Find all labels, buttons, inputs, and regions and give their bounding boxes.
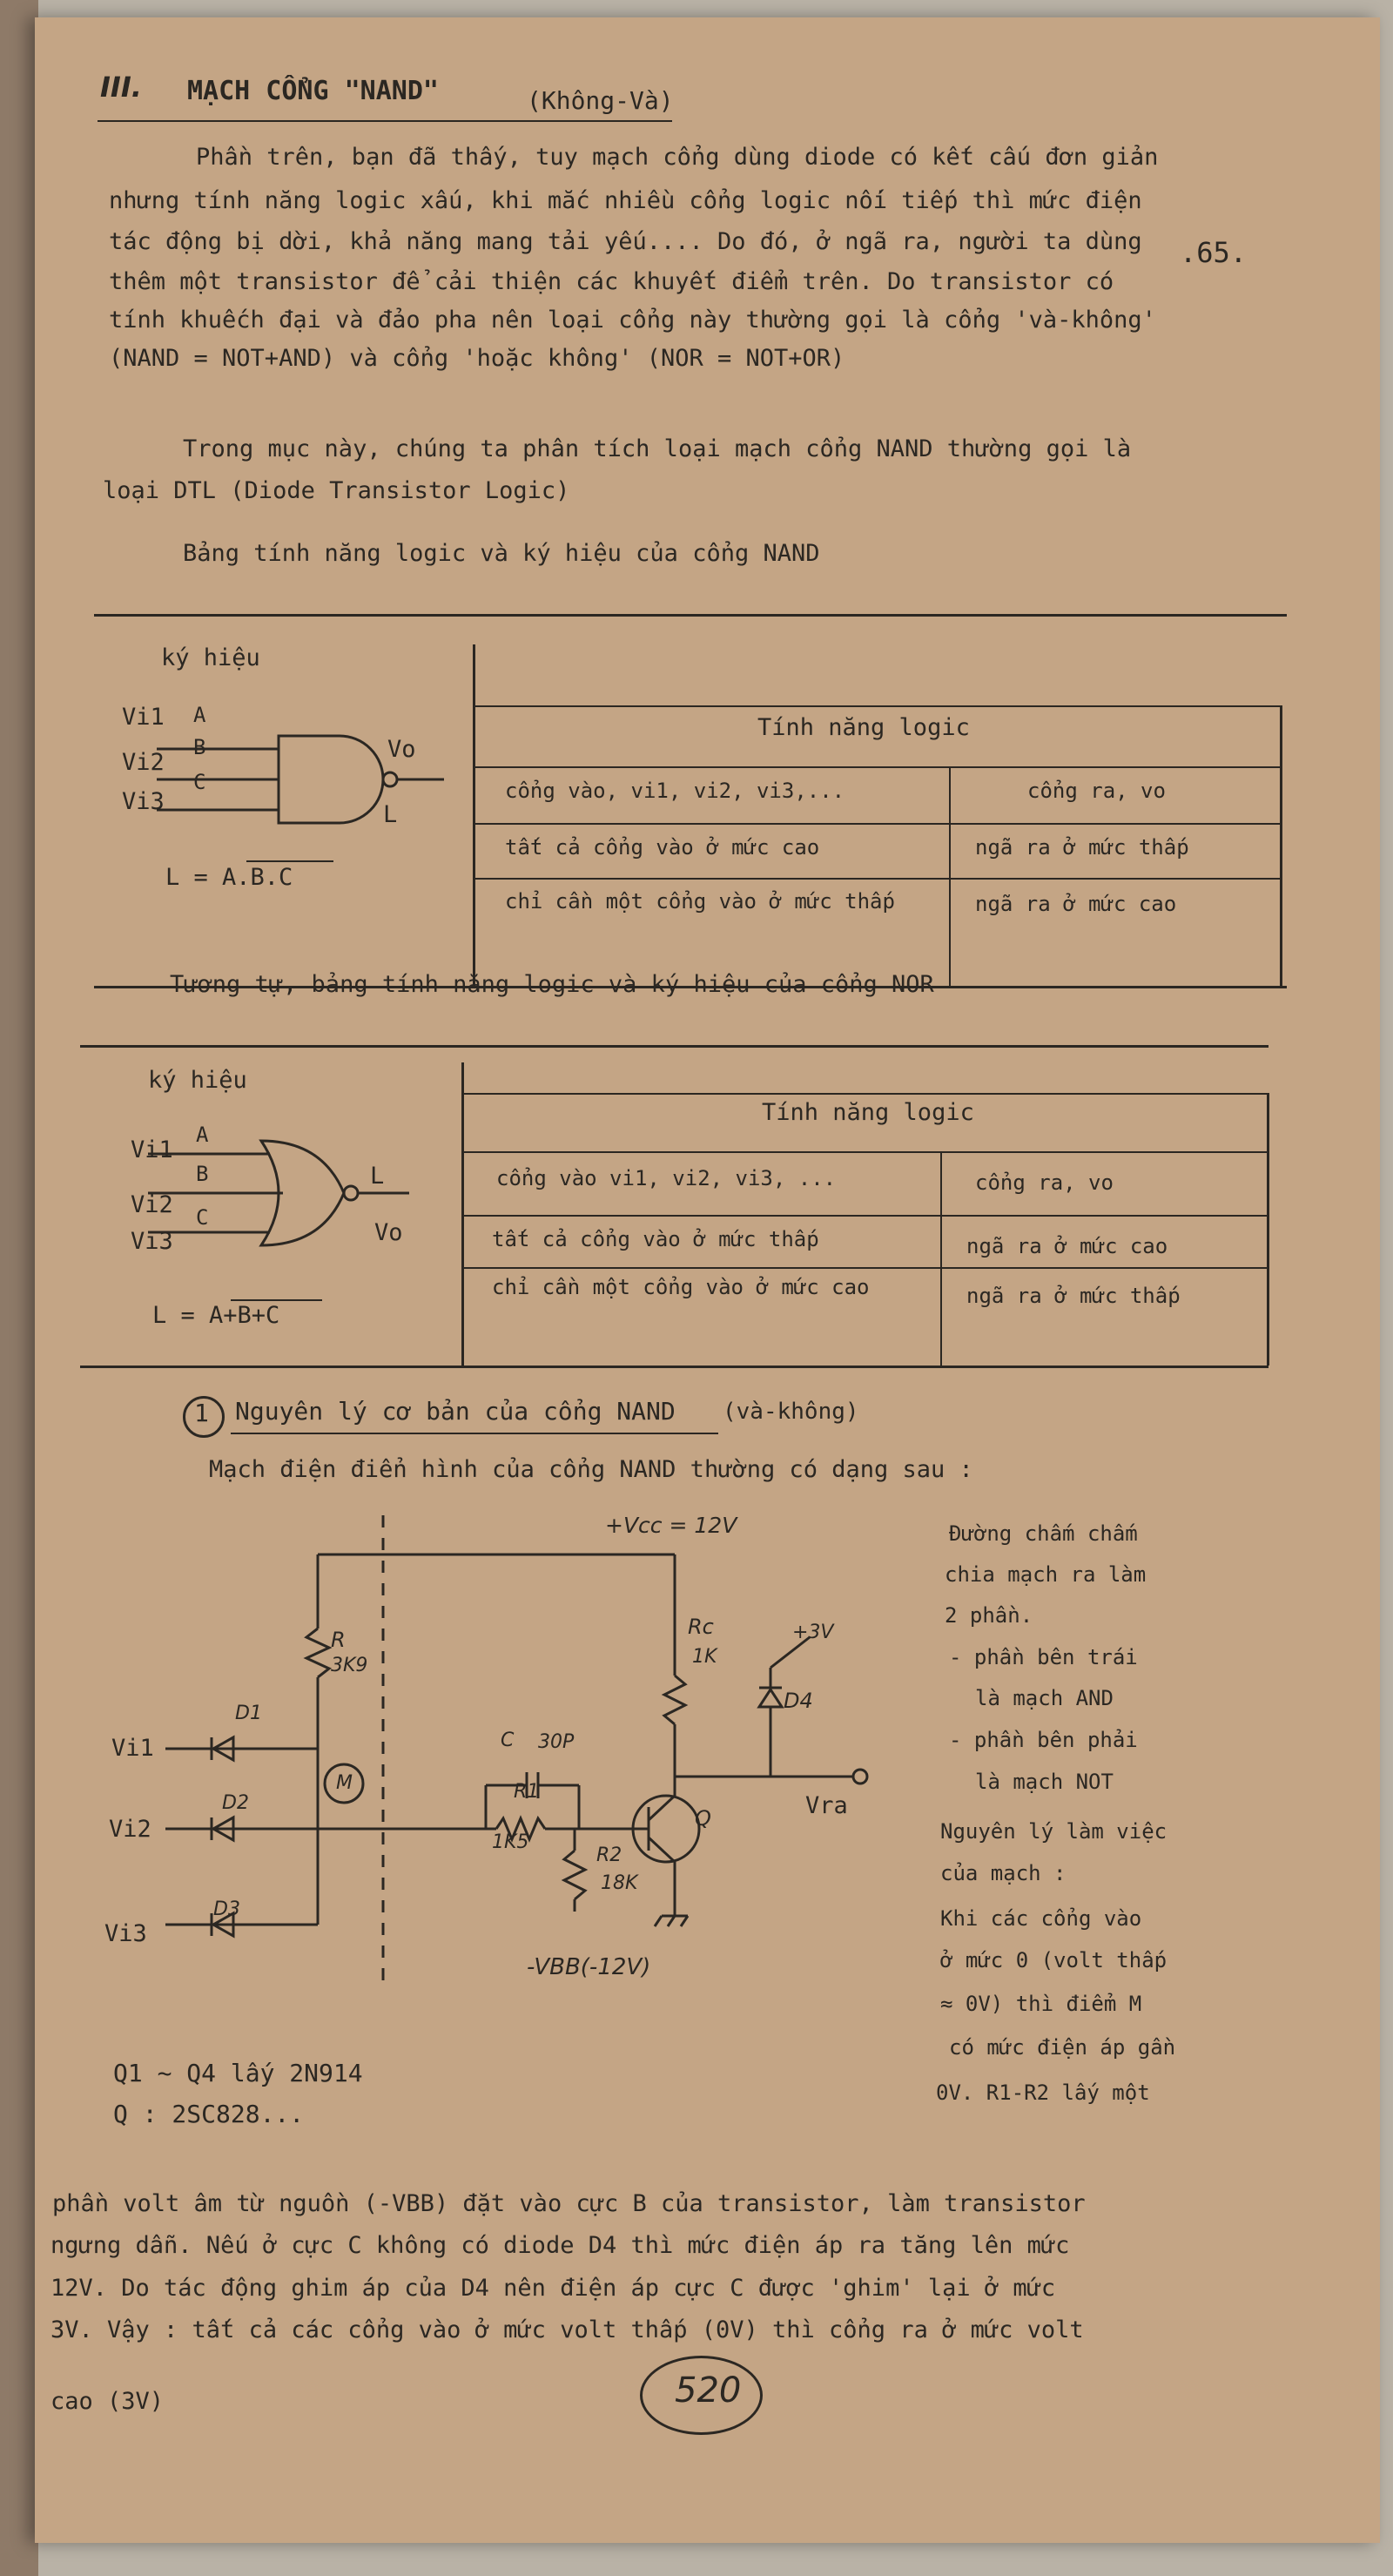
subsection-title: Nguyên lý cơ bản của cổng NAND	[235, 1397, 676, 1426]
table-cell: tất cả cổng vào ở mức cao	[505, 835, 820, 860]
table-cell: tất cả cổng vào ở mức thấp	[492, 1227, 819, 1251]
table-divider	[940, 1151, 942, 1366]
side-note: là mạch AND	[975, 1686, 1114, 1710]
bottom-line: cao (3V)	[50, 2388, 165, 2415]
table-divider	[949, 766, 951, 986]
side-note: có mức điện áp gần	[949, 2035, 1176, 2060]
bottom-line: ngưng dẫn. Nếu ở cực C không có diode D4 thì mức điện áp ra tăng lên mức	[50, 2232, 1070, 2259]
logic-header: Tính năng logic	[757, 714, 970, 741]
vra-label: Vra	[805, 1792, 848, 1819]
section-number: 1	[194, 1399, 209, 1427]
table-border	[473, 766, 1282, 768]
pin-label: A	[196, 1123, 209, 1147]
page-number: .65.	[1180, 236, 1248, 269]
section-number: III.	[100, 71, 142, 104]
c-label: C	[501, 1730, 515, 1751]
input-label: Vi2	[122, 749, 165, 776]
table-border	[461, 1093, 1267, 1095]
intro-line: (NAND = NOT+AND) và cổng 'hoặc không' (NOR = NOT+OR)	[109, 345, 845, 372]
pin-label: B	[196, 1162, 209, 1186]
d2-label: D2	[222, 1792, 249, 1814]
m-label: M	[336, 1772, 353, 1794]
column-header-output: cổng ra, vo	[1027, 779, 1166, 803]
vbb-label: -VBB(-12V)	[527, 1954, 651, 1980]
input-label: Vi2	[131, 1191, 173, 1218]
r1-value: 1K5	[492, 1831, 529, 1853]
side-note: Nguyên lý làm việc	[940, 1819, 1168, 1844]
symbol-header: ký hiệu	[161, 644, 260, 671]
column-header-inputs: cổng vào, vi1, vi2, vi3,...	[505, 779, 845, 803]
table-cell: ngã ra ở mức cao	[966, 1234, 1168, 1258]
side-note: Khi các cổng vào	[940, 1906, 1142, 1931]
intro-line: thêm một transistor để cải thiện các khuyết điểm trên. Do transistor có	[109, 268, 1114, 295]
r-value: 3K9	[331, 1655, 368, 1676]
r-label: R	[331, 1628, 346, 1652]
bottom-line: 12V. Do tác động ghim áp của D4 nên điện áp cực C được 'ghim' lại ở mức	[50, 2275, 1056, 2302]
input-label: Vi1	[122, 704, 165, 731]
side-note: ở mức 0 (volt thấp	[940, 1948, 1168, 1972]
side-note: 0V. R1-R2 lấy một	[936, 2080, 1150, 2105]
formula-overbar	[246, 860, 333, 862]
nand-table-caption: Bảng tính năng logic và ký hiệu của cổng NAND	[183, 540, 820, 567]
table-cell: ngã ra ở mức thấp	[975, 835, 1189, 860]
table-border	[461, 1215, 1267, 1217]
pin-label: A	[193, 703, 206, 727]
table-border	[461, 1151, 1267, 1153]
table-cell: chỉ cần một cổng vào ở mức cao	[492, 1275, 870, 1299]
rc-label: Rc	[688, 1615, 714, 1639]
r1-label: R1	[514, 1781, 540, 1803]
nor-formula: L = A+B+C	[152, 1302, 280, 1329]
input-label: Vi3	[131, 1228, 173, 1255]
symbol-header: ký hiệu	[148, 1067, 247, 1094]
section-title-sub: (Không-Và)	[527, 86, 674, 115]
table-border	[1280, 705, 1282, 988]
pin-label: B	[193, 735, 206, 759]
table-border	[1267, 1093, 1269, 1366]
nand-formula: L = A.B.C	[165, 864, 293, 891]
formula-overbar	[231, 1299, 322, 1301]
handwritten-page-number: 520	[675, 2370, 742, 2411]
column-header-output: cổng ra, vo	[975, 1170, 1114, 1195]
side-note: của mạch :	[940, 1861, 1067, 1885]
table-border	[473, 878, 1282, 880]
vi3-label: Vi3	[104, 1920, 147, 1947]
plus3-label: +3V	[792, 1622, 834, 1643]
r2-value: 18K	[601, 1872, 638, 1894]
table-border	[473, 705, 1282, 707]
d1-label: D1	[235, 1703, 262, 1724]
input-label: Vi3	[122, 788, 165, 815]
circuit-intro: Mạch điện điển hình của cổng NAND thường có dạng sau :	[209, 1456, 973, 1483]
r2-label: R2	[596, 1844, 622, 1866]
side-note: Đường chấm chấm	[949, 1521, 1138, 1546]
vi2-label: Vi2	[109, 1816, 151, 1843]
title-underline	[231, 1433, 718, 1434]
side-note: là mạch NOT	[975, 1770, 1114, 1794]
l-label: L	[370, 1163, 385, 1190]
l-label: L	[383, 801, 398, 828]
section-title: MẠCH CỔNG "NAND"	[187, 76, 439, 106]
table-border	[80, 1366, 1269, 1368]
table-border	[461, 1267, 1267, 1269]
table-border	[80, 1045, 1269, 1048]
nand-gate-symbol	[113, 697, 461, 871]
side-note: 2 phần.	[945, 1603, 1033, 1628]
table-border	[94, 614, 1287, 617]
d4-label: D4	[784, 1689, 813, 1713]
vi1-label: Vi1	[111, 1735, 154, 1762]
column-header-inputs: cổng vào vi1, vi2, vi3, ...	[496, 1166, 837, 1190]
input-label: Vi1	[131, 1136, 173, 1163]
rc-value: 1K	[692, 1646, 717, 1668]
side-note: chia mạch ra làm	[945, 1562, 1147, 1587]
intro-line: Trong mục này, chúng ta phân tích loại mạch cổng NAND thường gọi là	[183, 435, 1132, 462]
table-divider	[461, 1062, 464, 1366]
q-label: Q	[695, 1806, 711, 1831]
intro-line: Phần trên, bạn đã thấy, tuy mạch cổng dùng diode có kết cấu đơn giản	[196, 144, 1159, 171]
table-border	[473, 823, 1282, 825]
intro-line: loại DTL (Diode Transistor Logic)	[103, 477, 570, 504]
table-divider	[473, 644, 475, 986]
intro-line: tác động bị dời, khả năng mang tải yếu.... Do đó, ở ngã ra, người ta dùng	[109, 228, 1142, 255]
transistor-note: Q1 ~ Q4 lấy 2N914	[113, 2059, 363, 2087]
intro-line: tính khuếch đại và đảo pha nên loại cổng này thường gọi là cổng 'và-không'	[109, 307, 1156, 334]
table-cell: ngã ra ở mức cao	[975, 892, 1177, 916]
title-underline	[98, 120, 672, 122]
subsection-title-sub: (và-không)	[723, 1399, 859, 1425]
book-spine	[0, 0, 38, 2576]
pin-label: C	[196, 1205, 209, 1230]
transistor-note: Q : 2SC828...	[113, 2100, 305, 2128]
logic-header: Tính năng logic	[762, 1099, 974, 1126]
nor-table-caption: Tương tự, bảng tính năng logic và ký hiệu của cổng NOR	[170, 971, 934, 998]
output-label: Vo	[374, 1219, 403, 1246]
side-note: - phần bên phải	[949, 1728, 1138, 1752]
table-cell: chỉ cần một cổng vào ở mức thấp	[505, 889, 895, 914]
output-label: Vo	[387, 736, 416, 763]
table-cell: ngã ra ở mức thấp	[966, 1284, 1181, 1308]
nand-circuit-diagram	[122, 1515, 905, 2038]
bottom-line: 3V. Vậy : tất cả các cổng vào ở mức volt thấp (0V) thì cổng ra ở mức volt	[50, 2316, 1084, 2343]
bottom-line: phần volt âm từ nguồn (-VBB) đặt vào cực B của transistor, làm transistor	[52, 2190, 1086, 2217]
c-value: 30P	[538, 1731, 575, 1753]
side-note: - phần bên trái	[949, 1645, 1138, 1669]
side-note: ≈ 0V) thì điểm M	[940, 1992, 1142, 2016]
pin-label: C	[193, 770, 206, 794]
intro-line: nhưng tính năng logic xấu, khi mắc nhiều cổng logic nối tiếp thì mức điện	[109, 187, 1142, 214]
d3-label: D3	[213, 1898, 240, 1920]
vcc-label: +Vcc = 12V	[605, 1513, 737, 1538]
